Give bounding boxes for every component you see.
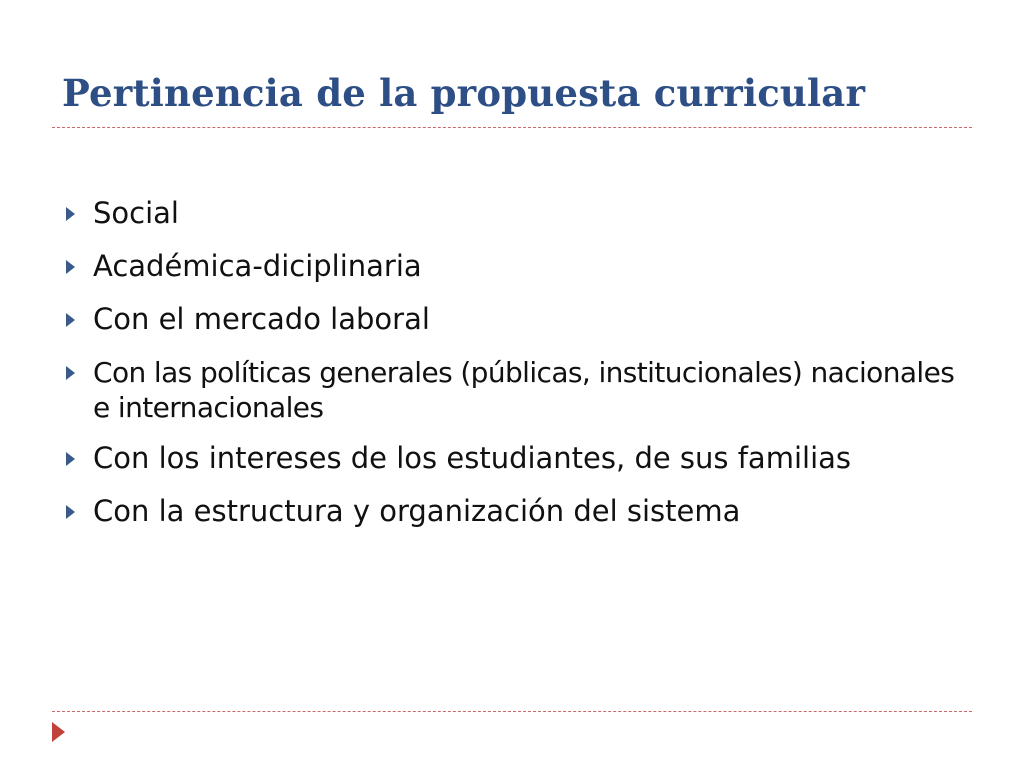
triangle-right-icon [52,722,65,742]
triangle-right-icon [66,452,75,466]
bullet-item [60,438,960,478]
bullet-item [60,352,960,425]
bullet-list [60,193,960,544]
triangle-right-icon [66,505,75,519]
bullet-text: Con los intereses de los estudiantes, de sus familias [93,441,852,475]
bullet-text: Con las políticas generales (públicas, institucionales) nacionales e internacionales [93,356,955,424]
bullet-text: Académica-diciplinaria [93,249,422,283]
triangle-right-icon [66,207,75,221]
bullet-item [60,299,960,339]
footer-divider [52,711,972,712]
bullet-item [60,246,960,286]
bullet-text: Con el mercado laboral [93,302,430,336]
bullet-item [60,193,960,233]
bullet-item [60,491,960,531]
slide-title: Pertinencia de la propuesta curricular [62,71,866,115]
triangle-right-icon [66,260,75,274]
triangle-right-icon [66,313,75,327]
triangle-right-icon [66,366,75,380]
bullet-text: Con la estructura y organización del sistema [93,494,741,528]
title-divider [52,127,972,128]
bullet-text: Social [93,196,179,230]
